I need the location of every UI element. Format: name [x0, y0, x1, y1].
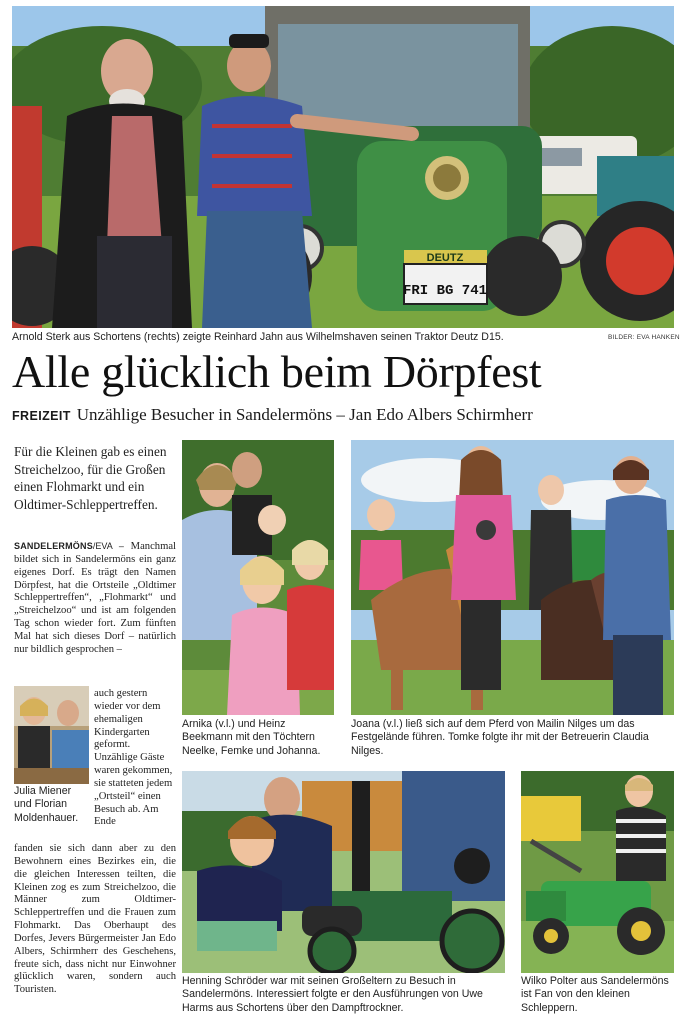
- lead-paragraph: Für die Kleinen gab es einen Streichelzoo, für die Großen einen Flohmarkt und ein Oldtimer-Schleppertreffen.: [14, 444, 167, 512]
- dateline: SANDELERMÖNS: [14, 541, 93, 551]
- body-text-1: Manchmal bildet sich in Sandelermöns ein ganz eigenes Dorf. Es trägt den Namen Dörpfest, hat die Ortsteile „Oldtimer Schleppertreffen“, „Flohmarkt“ und „Streichelzoo“ und ist am folgenden Tag schon wieder fort. Zum fünften Mal hat sich dieses Dorf – natürlich nur bildlich gesprochen –: [14, 541, 176, 655]
- section-kicker: FREIZEIT: [12, 409, 71, 423]
- tractor-brand-badge: DEUTZ: [426, 252, 464, 264]
- license-plate: FRI BG 741: [402, 283, 488, 299]
- family-caption: Arnika (v.l.) und Heinz Beekmann mit den Töchtern Neelke, Femke und Johanna.: [182, 718, 321, 757]
- family-photo: [182, 440, 334, 715]
- toy-tractor-caption: Wilko Polter aus Sandelermöns ist Fan von den kleinen Schleppern.: [521, 975, 669, 1014]
- photo-credit: BILDER: EVA HANKEN: [608, 334, 680, 341]
- dateline-suffix: /EVA –: [92, 541, 124, 551]
- pony-photo: [351, 440, 674, 715]
- body-text-3: fanden sie sich dann aber zu den Bewohnern eines Bezirkes ein, die die gleichen Interessen teilten, die Kleinen zog es zum Streichelzoo, die Männer zum Oldtimer-Schleppertreffen und die Frauen zum Flohmarkt. Das Oberhaupt des Dorfes, Jevers Bürgermeister Jan Edo Albers, Schirmherr des Geschehens, freute sich, dass nicht nur Einwohner glücklich waren, sondern auch Touristen.: [14, 843, 176, 996]
- top-photo-caption: Arnold Sterk aus Schortens (rechts) zeigte Reinhard Jahn aus Wilhelmshaven seinen Traktor Deutz D15.: [12, 331, 504, 343]
- body-paragraph-1: [14, 540, 176, 657]
- body-paragraph-3: [14, 843, 176, 997]
- tractor-photo: [12, 6, 674, 328]
- headline: Alle glücklich beim Dörpfest: [12, 346, 542, 397]
- body-text-2: auch gestern wieder vor dem ehemaligen Kindergarten geformt. Unzählige Gäste waren gekommen, sie statteten jedem „Ortsteil“ einen Besuch ab. Am Ende: [94, 688, 173, 828]
- body-paragraph-2: [94, 688, 176, 829]
- pony-caption: Joana (v.l.) ließ sich auf dem Pferd von Mailin Nilges um das Festgelände führen. Tomke folgte ihr mit der Betreuerin Claudia Nilges.: [351, 718, 649, 757]
- couple-caption: Julia Miener und Florian Moldenhauer.: [14, 785, 79, 824]
- toy-tractor-photo: [521, 771, 674, 973]
- subheadline: [12, 405, 533, 425]
- steam-engine-caption: Henning Schröder war mit seinen Großeltern zu Besuch in Sandelermöns. Interessiert folgte er den Ausführungen von Uwe Harms aus Schortens über den Dampftrockner.: [182, 975, 483, 1014]
- subtitle: Unzählige Besucher in Sandelermöns – Jan Edo Albers Schirmherr: [76, 405, 533, 424]
- steam-engine-photo: [182, 771, 505, 973]
- couple-photo: [14, 686, 89, 784]
